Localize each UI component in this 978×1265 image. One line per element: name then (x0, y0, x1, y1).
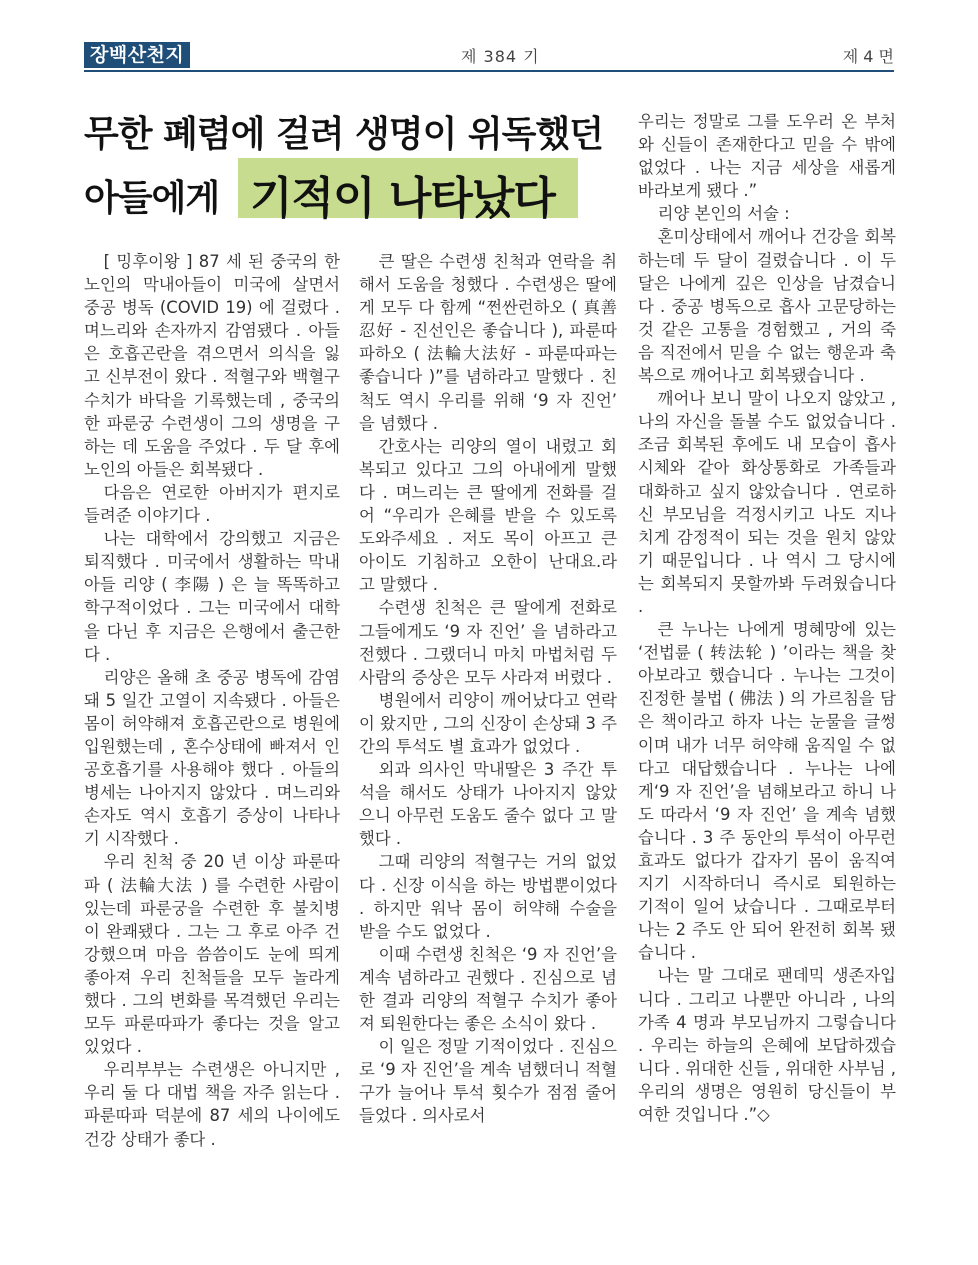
paragraph: 혼미상태에서 깨어나 건강을 회복하는데 두 달이 걸렸습니다 . 이 두 달은 나에게 깊은 인상을 남겼습니다 . 중공 병독으로 흡사 고문당하는 것 같은 고통을 경험했고 , 거의 죽음 직전에서 믿을 수 없는 행운과 축복으로 깨어나고 회복됐습니다 . (638, 227, 896, 386)
paragraph: 우리 친척 중 20 년 이상 파룬따파 ( 法輪大法 ) 를 수련한 사람이 있는데 파룬궁을 수련한 후 불치병이 완쾌됐다 . 그는 그 후로 아주 건강했으며 마음 씀씀이도 눈에 띄게 좋아져 우리 친척들을 모두 놀라게 했다 . 그의 변화를 목격했던 우리는 모두 파룬따파가 좋다는 것을 알고 있었다 . (84, 852, 340, 1057)
paragraph: 수련생 친척은 큰 딸에게 전화로 그들에게도 ‘9 자 진언’ 을 념하라고 전했다 . 그랬더니 마치 마법처럼 두 사람의 증상은 모두 사라져 버렸다 . (359, 598, 617, 687)
paragraph: 이 일은 정말 기적이었다 . 진심으로 ‘9 자 진언’을 계속 념했더니 적혈구가 늘어나 투석 횟수가 점점 줄어 들었다 . 의사로서 (359, 1037, 617, 1126)
paragraph: 나는 말 그대로 팬데믹 생존자입니다 . 그리고 나뿐만 아니라 , 나의 가족 4 명과 부모님까지 그렇습니다 . 우리는 하늘의 은혜에 보답하겠습니다 . 위대한 신들 , 위대한 사부님 , 우리의 생명은 영원히 당신들이 부여한 것입니다 .”◇ (638, 966, 896, 1125)
paragraph: 깨어나 보니 말이 나오지 않았고 , 나의 자신을 돌볼 수도 없었습니다 . 조금 회복된 후에도 내 모습이 흡사 시체와 같아 화상통화로 가족들과 대화하고 싶지 않았습니다 . 연로하신 부모님을 걱정시키고 나도 지나치게 감정적이 되는 것을 원치 않았기 때문입니다 . 나 역시 그 당시에는 회복되지 못할까봐 두려웠습니다 . (638, 389, 896, 616)
headline-lead: 아들에게 (84, 178, 220, 219)
article-column-2 (359, 250, 617, 1128)
paragraph: 병원에서 리양이 깨어났다고 연락이 왔지만 , 그의 신장이 손상돼 3 주간의 투석도 별 효과가 없었다 . (359, 690, 617, 756)
newspaper-logo: 장백산천지 (84, 42, 190, 68)
issue-number: 제 384 기 (461, 47, 540, 66)
paragraph-continued: 우리는 정말로 그를 도우러 온 부처와 신들이 존재한다고 믿을 수 밖에 없었다 . 나는 지금 세상을 새롭게 바라보게 됐다 .” (638, 112, 896, 201)
paragraph: 우리부부는 수련생은 아니지만 , 우리 둘 다 대법 책을 자주 읽는다 . 파룬따파 덕분에 87 세의 나이에도 건강 상태가 좋다 . (84, 1060, 340, 1149)
article-column-3 (638, 110, 896, 1126)
masthead-rule (84, 70, 894, 72)
article-column-1 (84, 250, 340, 1151)
section-label: 리양 본인의 서술 : (657, 204, 790, 224)
page-number: 제 4 면 (842, 47, 894, 66)
masthead (84, 42, 894, 72)
paragraph: 외과 의사인 막내딸은 3 주간 투석을 해서도 상태가 나아지지 않았으니 아무런 도움도 줄수 없다 고 말했다 . (359, 760, 617, 849)
paragraph: 리양은 올해 초 중공 병독에 감염돼 5 일간 고열이 지속됐다 . 아들은 몸이 허약해져 호흡곤란으로 병원에 입원했는데 , 혼수상태에 빠져서 인공호흡기를 사용해야 했다 . 아들의 병세는 나아지지 않았다 . 며느리와 손자도 역시 호흡기 증상이 나타나기 시작했다 . (84, 667, 340, 849)
paragraph: 다음은 연로한 아버지가 편지로 들려준 이야기다 . (84, 482, 340, 526)
paragraph: 큰 누나는 나에게 명혜망에 있는 ‘전법륜 ( 转法轮 ) ’이라는 책을 찾아보라고 했습니다 . 누나는 그것이 진정한 불법 ( 佛法 ) 의 가르침을 담은 책이라고 하자 나는 눈물을 글썽이며 내가 너무 허약해 움직일 수 없다고 대답했습니다 . 누나는 나에게‘9 자 진언’을 념해보라고 하니 나도 따라서 ‘9 자 진언’ 을 계속 념했습니다 . 3 주 동안의 투석이 아무런 효과도 없다가 갑자기 몸이 움직여지기 시작하더니 즉시로 퇴원하는 기적이 일어 났습니다 . 그때로부터 나는 2 주도 안 되어 완전히 회복 됐습니다 . (638, 620, 896, 963)
paragraph: 이때 수련생 친척은 ‘9 자 진언’을 계속 념하라고 권했다 . 진심으로 념한 결과 리양의 적혈구 수치가 좋아져 퇴원한다는 좋은 소식이 왔다 . (359, 944, 617, 1034)
paragraph: 간호사는 리양의 열이 내렸고 회복되고 있다고 그의 아내에게 말했다 . 며느리는 큰 딸에게 전화를 걸어 “우리가 은혜를 받을 수 있도록 도와주세요 . 저도 목이 아프고 큰 아이도 기침하고 오한이 난대요.라고 말했다 . (359, 436, 617, 595)
headline-highlight-text: 기적이 나타났다 (250, 173, 555, 224)
paragraph: 그때 리양의 적혈구는 거의 없었다 . 신장 이식을 하는 방법뿐이었다 . 하지만 워낙 몸이 허약해 수술을 받을 수도 없었다 . (359, 852, 617, 941)
paragraph: 나는 대학에서 강의했고 지금은 퇴직했다 . 미국에서 생활하는 막내아들 리양 ( 李陽 ) 은 늘 똑똑하고 학구적이었다 . 그는 미국에서 대학을 다닌 후 지금은 은행에서 출근한다 . (84, 529, 340, 664)
headline-line1: 무한 폐렴에 걸려 생명이 위독했던 (84, 114, 603, 155)
paragraph: 큰 딸은 수련생 친척과 연락을 취해서 도움을 청했다 . 수련생은 딸에게 모두 다 함께 “쩐싼런하오 ( 真善忍好 - 진선인은 좋습니다 ), 파룬따파하오 ( 法輪大法好 - 파룬따파는 좋습니다 )”를 념하라고 말했다 . 친척도 역시 우리를 위해 ‘9 자 진언’ 을 념했다 . (359, 252, 617, 433)
paragraph: [ 밍후이왕 ] 87 세 된 중국의 한 노인의 막내아들이 미국에 살면서 중공 병독 (COVID 19) 에 걸렸다 . 며느리와 손자까지 감염됐다 . 아들은 호흡곤란을 겪으면서 의식을 잃고 신부전이 왔다 . 적혈구와 백혈구 수치가 바닥을 기록했는데 , 중국의 한 파룬궁 수련생이 그의 생명을 구하는 데 도움을 주었다 . 두 달 후에 노인의 아들은 회복됐다 . (84, 252, 340, 479)
